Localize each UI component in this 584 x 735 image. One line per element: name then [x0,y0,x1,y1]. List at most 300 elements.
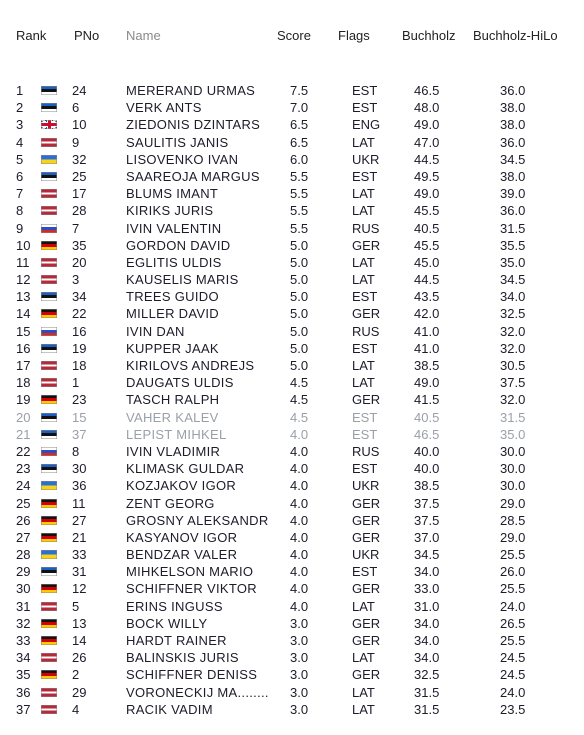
federation-cell: GER [352,615,381,631]
buchholz-cell: 40.0 [414,443,440,459]
player-number-cell: 23 [72,392,87,408]
player-number-cell: 2 [72,667,80,683]
buchholz-hilo-cell: 30.0 [500,443,526,459]
federation-cell: LAT [352,272,375,288]
buchholz-cell: 37.0 [414,529,440,545]
table-row [0,99,584,116]
player-name-cell: MIHKELSON MARIO [126,564,254,580]
rank-cell: 25 [16,495,31,511]
flag-lat-icon [41,602,57,611]
buchholz-cell: 44.5 [414,151,440,167]
buchholz-hilo-cell: 32.0 [500,392,526,408]
buchholz-cell: 45.5 [414,203,440,219]
rank-cell: 30 [16,581,31,597]
buchholz-cell: 40.5 [414,220,440,236]
score-cell: 7.5 [290,83,309,98]
flag-icon [41,550,57,559]
flag-icon [41,241,57,250]
player-name-cell: MILLER DAVID [126,306,219,322]
flag-icon [41,447,57,456]
player-number-cell: 35 [72,237,87,253]
player-name-cell: VAHER KALEV [126,409,219,425]
player-name-cell: IVIN DAN [126,323,185,339]
buchholz-hilo-cell: 36.0 [500,203,526,219]
flag-ger-icon [41,395,57,404]
player-number-cell: 37 [72,426,87,442]
table-row [0,580,584,597]
table-row [0,134,584,151]
federation-cell: EST [352,168,378,184]
federation-cell: GER [352,237,381,253]
federation-cell: GER [352,529,381,545]
buchholz-cell: 33.0 [414,581,440,597]
player-number-cell: 27 [72,512,87,528]
rank-cell: 26 [16,512,31,528]
federation-cell: EST [352,426,378,442]
player-number-cell: 28 [72,203,87,219]
player-name-cell: GROSNY ALEKSANDR [126,512,269,528]
score-cell: 7.0 [290,100,309,116]
flag-icon [41,567,57,576]
flag-icon [41,430,57,439]
buchholz-hilo-cell: 31.5 [500,409,526,425]
flag-icon [41,584,57,593]
buchholz-cell: 49.5 [414,168,440,184]
player-name-cell: TASCH RALPH [126,392,220,408]
player-number-cell: 34 [72,289,87,305]
header-rank: Rank [16,28,47,43]
player-number-cell: 36 [72,478,87,494]
buchholz-cell: 45.5 [414,237,440,253]
flag-icon [41,86,57,95]
player-number-cell: 4 [72,701,80,717]
flag-lat-icon [41,258,57,267]
federation-cell: LAT [352,701,375,717]
score-cell: 3.0 [290,633,309,648]
buchholz-hilo-cell: 39.0 [500,186,526,202]
rank-cell: 13 [16,289,31,305]
federation-cell: GER [352,306,381,322]
flag-ukr-icon [41,481,57,490]
score-cell: 4.0 [290,598,309,614]
table-row [0,323,584,340]
table-row [0,151,584,168]
rank-cell: 2 [16,100,24,116]
table-row [0,185,584,202]
player-name-cell: KUPPER JAAK [126,340,219,356]
rank-cell: 32 [16,615,31,631]
buchholz-cell: 48.0 [414,100,440,116]
rank-cell: 27 [16,529,31,545]
buchholz-cell: 40.5 [414,409,440,425]
flag-lat-icon [41,206,57,215]
federation-cell: LAT [352,598,375,614]
rank-cell: 10 [16,237,31,253]
flag-lat-icon [41,138,57,147]
buchholz-cell: 46.5 [414,426,440,442]
buchholz-cell: 49.0 [414,186,440,202]
flag-lat-icon [41,361,57,370]
flag-lat-icon [41,378,57,387]
table-row [0,409,584,426]
player-name-cell: KOZJAKOV IGOR [126,478,237,494]
flag-icon [41,481,57,490]
table-row [0,443,584,460]
flag-icon [41,120,57,129]
table-row [0,512,584,529]
federation-cell: RUS [352,443,380,459]
player-name-cell: SCHIFFNER VIKTOR [126,581,257,597]
buchholz-hilo-cell: 37.5 [500,375,526,391]
flag-icon [41,344,57,353]
score-cell: 5.5 [290,168,309,184]
score-cell: 5.0 [290,306,309,322]
rank-cell: 28 [16,547,31,563]
flag-icon [41,172,57,181]
score-cell: 3.0 [290,684,309,700]
table-row [0,271,584,288]
header-pno: PNo [74,28,100,43]
score-cell: 5.0 [290,237,309,253]
flag-ger-icon [41,584,57,593]
score-cell: 5.0 [290,289,309,305]
score-cell: 5.0 [290,340,309,356]
player-name-cell: ZIEDONIS DZINTARS [126,117,261,133]
table-row [0,701,584,718]
flag-lat-icon [41,189,57,198]
buchholz-cell: 31.5 [414,701,440,717]
flag-icon [41,464,57,473]
flag-ger-icon [41,636,57,645]
player-number-cell: 5 [72,598,80,614]
player-number-cell: 6 [72,100,80,116]
score-cell: 4.0 [290,478,309,494]
player-number-cell: 1 [72,375,80,391]
rank-cell: 31 [16,598,31,614]
rank-cell: 23 [16,461,31,477]
buchholz-cell: 37.5 [414,495,440,511]
rank-cell: 33 [16,633,31,648]
player-name-cell: SAULITIS JANIS [126,134,229,150]
score-cell: 3.0 [290,650,309,666]
flag-icon [41,189,57,198]
buchholz-hilo-cell: 35.0 [500,254,526,270]
buchholz-hilo-cell: 26.5 [500,615,526,631]
flag-est-icon [41,464,57,473]
rank-cell: 20 [16,409,31,425]
header-score: Score [277,28,311,43]
federation-cell: LAT [352,203,375,219]
rank-cell: 24 [16,478,31,494]
player-number-cell: 20 [72,254,87,270]
table-row [0,168,584,185]
score-cell: 5.0 [290,323,309,339]
score-cell: 5.5 [290,203,309,219]
score-cell: 4.0 [290,529,309,545]
header-flags: Flags [338,28,370,43]
flag-icon [41,602,57,611]
player-number-cell: 22 [72,306,87,322]
flag-ukr-icon [41,155,57,164]
flag-icon [41,103,57,112]
federation-cell: EST [352,289,378,305]
rank-cell: 14 [16,306,31,322]
flag-icon [41,309,57,318]
player-number-cell: 32 [72,151,87,167]
rank-cell: 8 [16,203,24,219]
player-number-cell: 18 [72,358,87,373]
player-number-cell: 7 [72,220,80,236]
player-name-cell: BALINSKIS JURIS [126,650,239,666]
player-name-cell: HARDT RAINER [126,633,227,648]
rank-cell: 6 [16,168,24,184]
buchholz-hilo-cell: 25.5 [500,581,526,597]
rank-cell: 35 [16,667,31,683]
buchholz-hilo-cell: 34.5 [500,151,526,167]
buchholz-hilo-cell: 24.0 [500,684,526,700]
flag-icon [41,705,57,714]
table-row [0,82,584,99]
player-number-cell: 12 [72,581,87,597]
player-name-cell: MERERAND URMAS [126,83,256,98]
rank-cell: 4 [16,134,24,150]
table-row [0,460,584,477]
flag-icon [41,688,57,697]
player-name-cell: KAUSELIS MARIS [126,272,239,288]
player-name-cell: IVIN VALENTIN [126,220,222,236]
score-cell: 3.0 [290,701,309,717]
flag-ger-icon [41,516,57,525]
flag-est-icon [41,103,57,112]
score-cell: 4.0 [290,495,309,511]
rank-cell: 17 [16,358,31,373]
flag-est-icon [41,413,57,422]
player-name-cell: IVIN VLADIMIR [126,443,221,459]
buchholz-cell: 38.5 [414,358,440,373]
rank-cell: 21 [16,426,31,442]
buchholz-hilo-cell: 24.5 [500,667,526,683]
federation-cell: UKR [352,151,380,167]
player-name-cell: LEPIST MIHKEL [126,426,227,442]
buchholz-hilo-cell: 26.0 [500,564,526,580]
buchholz-cell: 40.0 [414,461,440,477]
federation-cell: RUS [352,323,380,339]
buchholz-hilo-cell: 29.0 [500,495,526,511]
score-cell: 5.5 [290,220,309,236]
table-row [0,615,584,632]
flag-icon [41,275,57,284]
player-number-cell: 19 [72,340,87,356]
buchholz-hilo-cell: 38.0 [500,168,526,184]
table-row [0,202,584,219]
rank-cell: 36 [16,684,31,700]
score-cell: 4.0 [290,443,309,459]
player-number-cell: 3 [72,272,80,288]
flag-est-icon [41,86,57,95]
header-name: Name [126,28,161,43]
score-cell: 5.0 [290,272,309,288]
player-name-cell: BOCK WILLY [126,615,208,631]
score-cell: 4.5 [290,392,309,408]
federation-cell: EST [352,564,378,580]
player-name-cell: RACIK VADIM [126,701,213,717]
buchholz-cell: 41.0 [414,323,440,339]
flag-icon [41,138,57,147]
federation-cell: RUS [352,220,380,236]
table-row [0,305,584,322]
buchholz-hilo-cell: 32.0 [500,340,526,356]
buchholz-hilo-cell: 30.0 [500,478,526,494]
flag-icon [41,361,57,370]
score-cell: 6.0 [290,151,309,167]
federation-cell: LAT [352,134,375,150]
federation-cell: LAT [352,375,375,391]
rank-cell: 22 [16,443,31,459]
buchholz-hilo-cell: 32.5 [500,306,526,322]
flag-lat-icon [41,688,57,697]
table-row [0,237,584,254]
flag-icon [41,499,57,508]
federation-cell: EST [352,100,378,116]
player-number-cell: 25 [72,168,87,184]
flag-icon [41,327,57,336]
federation-cell: GER [352,495,381,511]
table-row [0,529,584,546]
flag-icon [41,155,57,164]
rank-cell: 9 [16,220,24,236]
buchholz-cell: 45.0 [414,254,440,270]
player-name-cell: SCHIFFNER DENISS [126,667,258,683]
player-name-cell: BENDZAR VALER [126,547,238,563]
flag-icon [41,636,57,645]
buchholz-cell: 34.0 [414,633,440,648]
flag-ukr-icon [41,550,57,559]
buchholz-cell: 37.5 [414,512,440,528]
score-cell: 4.0 [290,564,309,580]
federation-cell: GER [352,392,381,408]
rank-cell: 7 [16,186,24,202]
player-name-cell: KIRIKS JURIS [126,203,214,219]
player-number-cell: 8 [72,443,80,459]
federation-cell: GER [352,633,381,648]
player-number-cell: 26 [72,650,87,666]
flag-ger-icon [41,309,57,318]
buchholz-hilo-cell: 30.0 [500,461,526,477]
score-cell: 4.5 [290,409,309,425]
player-name-cell: BLUMS IMANT [126,186,219,202]
buchholz-cell: 34.5 [414,547,440,563]
player-number-cell: 14 [72,633,87,648]
rank-cell: 37 [16,701,31,717]
flag-icon [41,619,57,628]
buchholz-cell: 38.5 [414,478,440,494]
buchholz-hilo-cell: 28.5 [500,512,526,528]
buchholz-hilo-cell: 34.0 [500,289,526,305]
flag-lat-icon [41,275,57,284]
table-row [0,426,584,443]
buchholz-cell: 41.0 [414,340,440,356]
player-number-cell: 13 [72,615,87,631]
table-row [0,340,584,357]
federation-cell: LAT [352,650,375,666]
federation-cell: LAT [352,358,375,373]
buchholz-hilo-cell: 31.5 [500,220,526,236]
player-number-cell: 10 [72,117,87,133]
buchholz-cell: 31.5 [414,684,440,700]
buchholz-hilo-cell: 29.0 [500,529,526,545]
score-cell: 4.0 [290,461,309,477]
flag-est-icon [41,430,57,439]
buchholz-hilo-cell: 35.5 [500,237,526,253]
rank-cell: 11 [16,254,30,270]
score-cell: 4.0 [290,581,309,597]
player-number-cell: 21 [72,529,87,545]
player-name-cell: VORONECKIJ MA........ [126,684,269,700]
federation-cell: GER [352,581,381,597]
flag-icon [41,516,57,525]
table-row [0,546,584,563]
player-number-cell: 30 [72,461,87,477]
flag-icon [41,413,57,422]
player-number-cell: 33 [72,547,87,563]
table-row [0,649,584,666]
buchholz-hilo-cell: 34.5 [500,272,526,288]
federation-cell: UKR [352,478,380,494]
flag-rus-icon [41,327,57,336]
buchholz-cell: 34.0 [414,615,440,631]
flag-est-icon [41,292,57,301]
buchholz-cell: 31.0 [414,598,440,614]
score-cell: 3.0 [290,667,309,683]
flag-icon [41,292,57,301]
player-number-cell: 29 [72,684,87,700]
flag-icon [41,653,57,662]
federation-cell: LAT [352,254,375,270]
player-name-cell: KASYANOV IGOR [126,529,238,545]
flag-eng-icon [41,120,57,129]
federation-cell: EST [352,409,378,425]
buchholz-hilo-cell: 30.5 [500,358,526,373]
federation-cell: GER [352,667,381,683]
buchholz-cell: 43.5 [414,289,440,305]
federation-cell: GER [352,512,381,528]
table-row [0,220,584,237]
score-cell: 4.0 [290,426,309,442]
score-cell: 4.0 [290,547,309,563]
flag-rus-icon [41,447,57,456]
rank-cell: 1 [16,83,24,98]
buchholz-cell: 34.0 [414,564,440,580]
buchholz-cell: 46.5 [414,83,440,98]
flag-icon [41,258,57,267]
flag-ger-icon [41,533,57,542]
flag-lat-icon [41,653,57,662]
flag-ger-icon [41,619,57,628]
rank-cell: 29 [16,564,31,580]
buchholz-hilo-cell: 36.0 [500,134,526,150]
player-name-cell: KIRILOVS ANDREJS [126,358,255,373]
buchholz-cell: 42.0 [414,306,440,322]
flag-lat-icon [41,705,57,714]
flag-est-icon [41,567,57,576]
player-name-cell: LISOVENKO IVAN [126,151,239,167]
table-row [0,495,584,512]
player-name-cell: ERINS INGUSS [126,598,223,614]
standings-table-body [0,82,584,718]
federation-cell: LAT [352,684,375,700]
buchholz-hilo-cell: 38.0 [500,117,526,133]
player-number-cell: 11 [72,495,86,511]
